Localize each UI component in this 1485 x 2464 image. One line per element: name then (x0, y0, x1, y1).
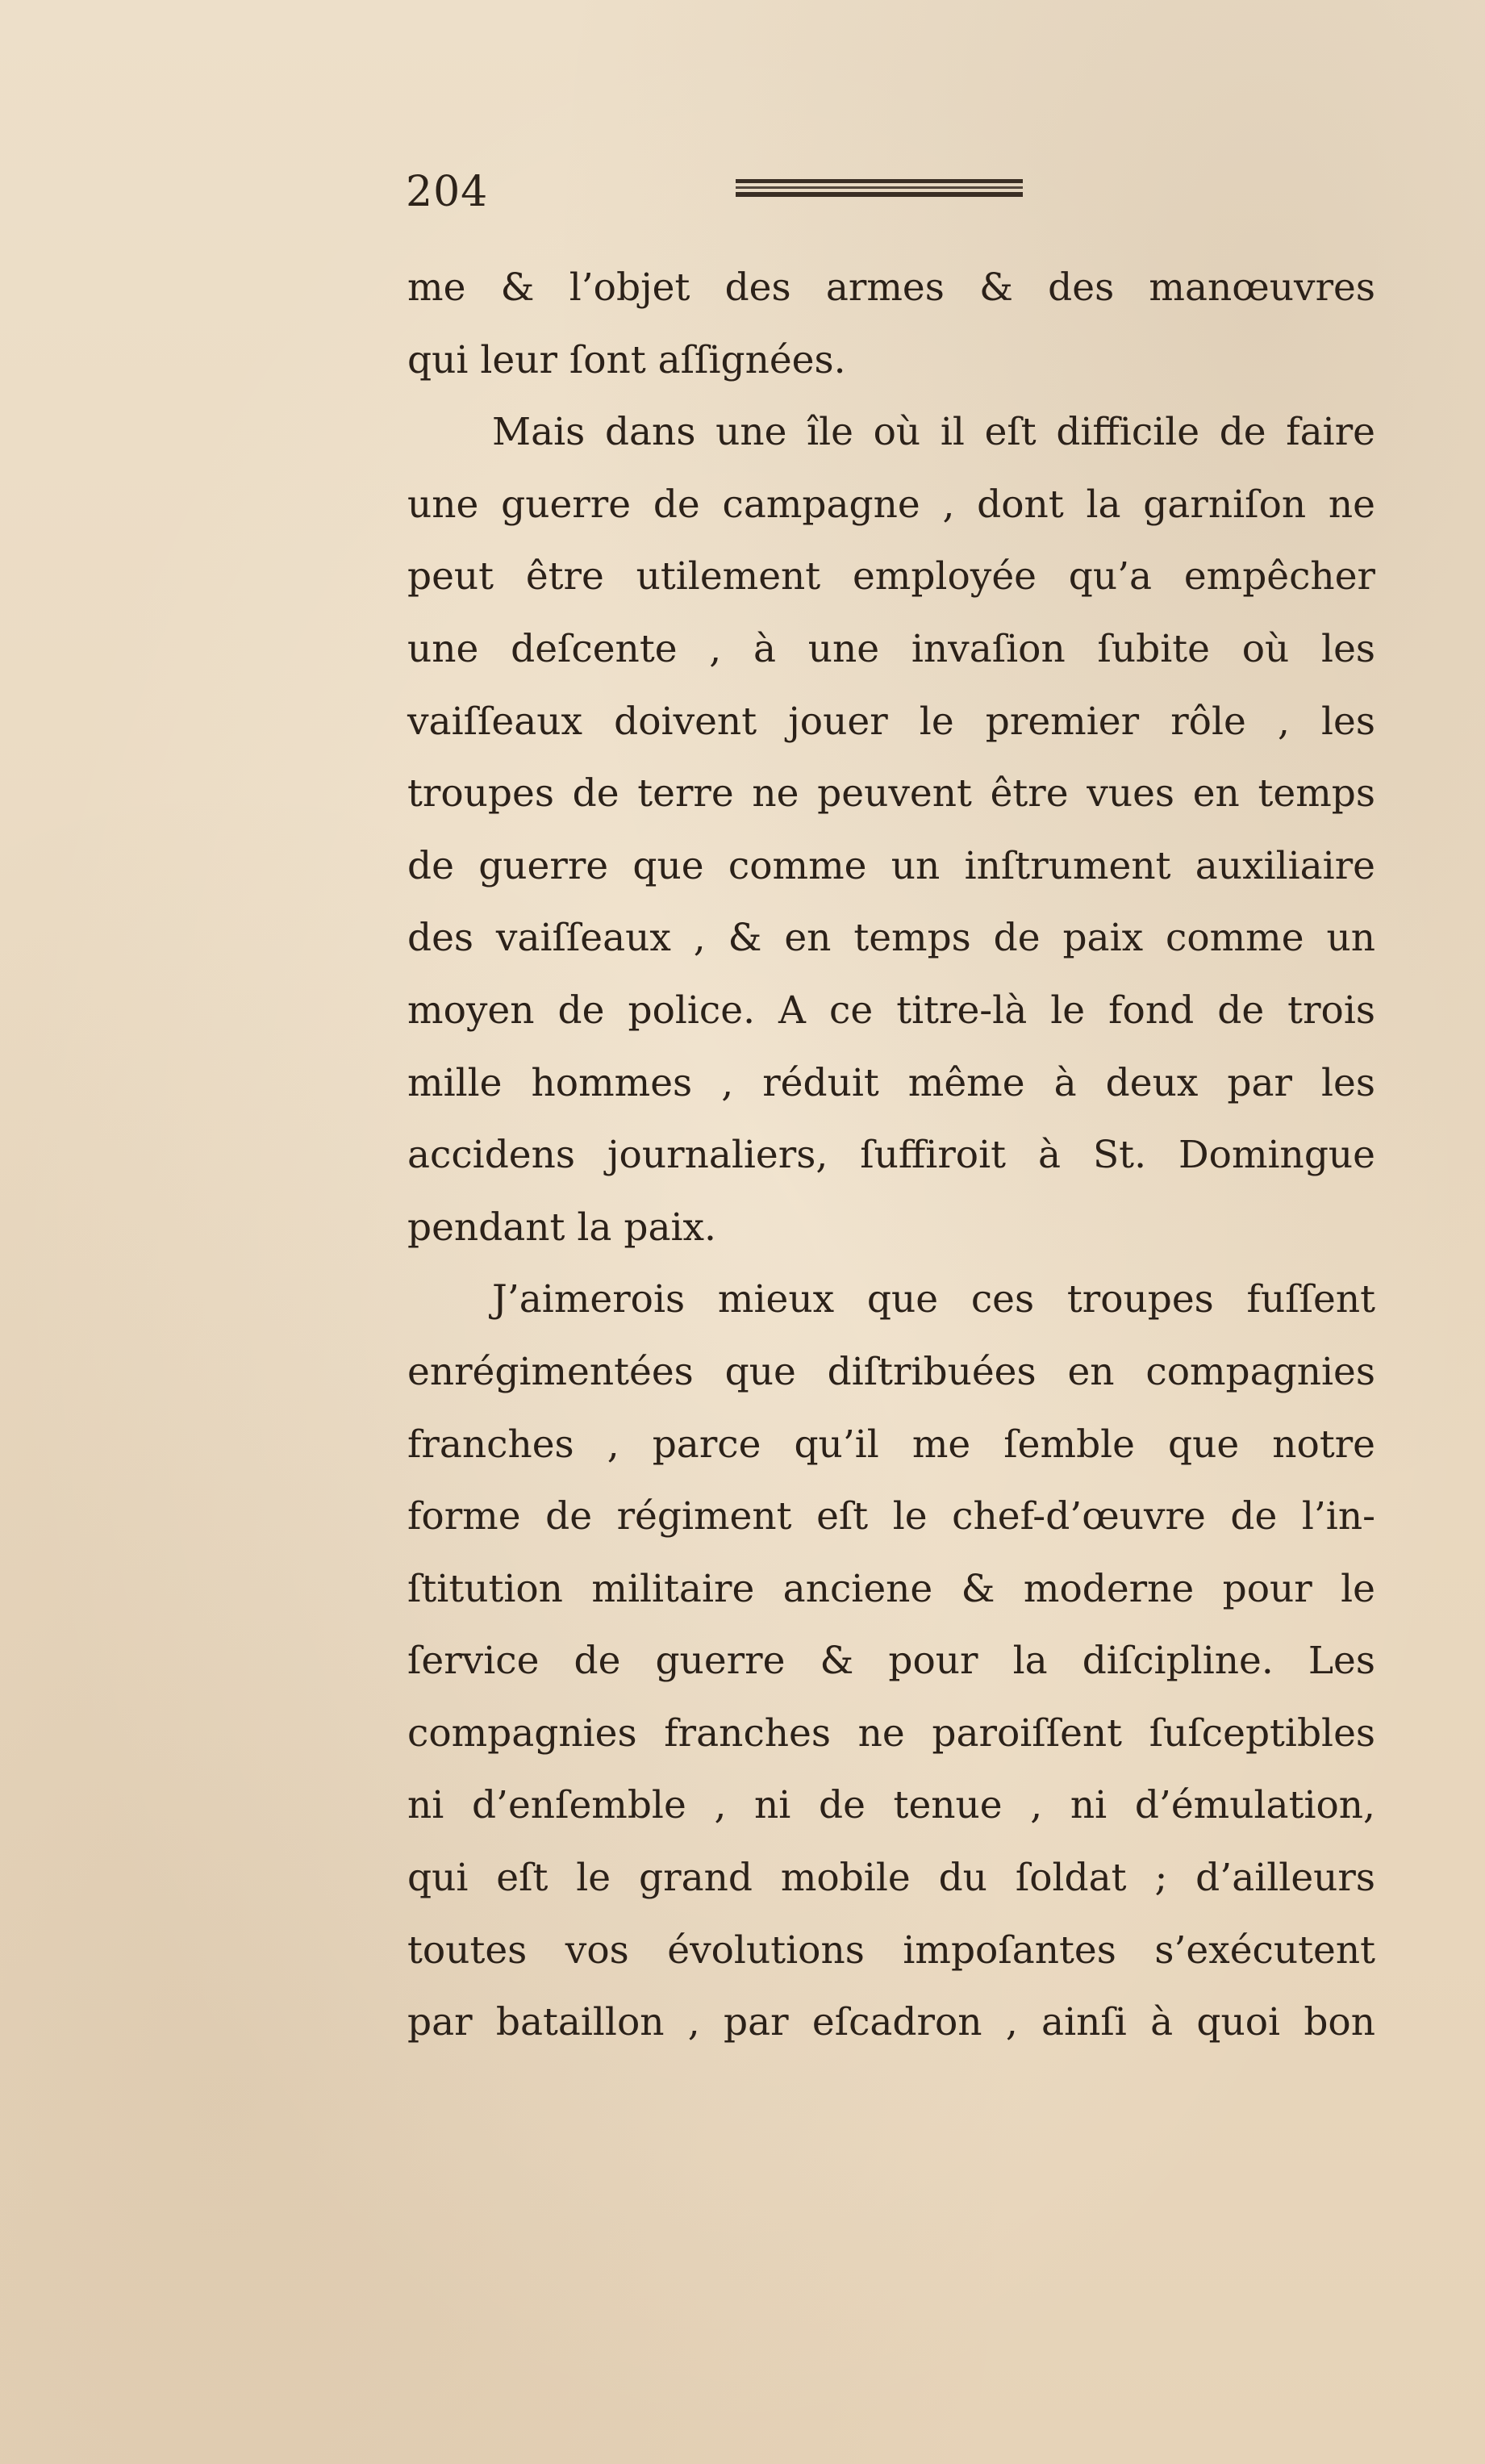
text-line: qui eſt le grand mobile du ſoldat ; d’ailleurs (407, 1856, 1375, 1901)
header-rule-bar (736, 192, 1023, 197)
body-text (407, 252, 1375, 2059)
text-line: une guerre de campagne , dont la garniſon ne (407, 482, 1375, 527)
text-line: accidens journaliers, ſuffiroit à St. Domingue (407, 1133, 1375, 1178)
text-line: moyen de police. A ce titre-là le fond de trois (407, 988, 1375, 1033)
text-line: une deſcente , à une invaſion ſubite où les (407, 626, 1375, 671)
text-line: peut être utilement employée qu’a empêcher (407, 554, 1375, 599)
text-line: des vaiſſeaux , & en temps de paix comme un (407, 916, 1375, 961)
header-rule (736, 179, 1023, 198)
text-line: enrégimentées que diſtribuées en compagnies (407, 1349, 1375, 1394)
text-line: troupes de terre ne peuvent être vues en temps (407, 771, 1375, 816)
text-line: ni d’enſemble , ni de tenue , ni d’émulation, (407, 1783, 1375, 1828)
text-line: vaiſſeaux doivent jouer le premier rôle , les (407, 699, 1375, 744)
text-line: toutes vos évolutions impoſantes s’exécutent (407, 1927, 1375, 1973)
text-line: J’aimerois mieux que ces troupes fuſſent (492, 1277, 1375, 1322)
text-line: forme de régiment eſt le chef-d’œuvre de l’in- (407, 1494, 1375, 1539)
text-line: franches , parce qu’il me ſemble que notre (407, 1422, 1375, 1467)
text-line: qui leur ſont aſſignées. (407, 337, 846, 382)
header-rule-bar (736, 179, 1023, 183)
text-line: mille hommes , réduit même à deux par les (407, 1060, 1375, 1105)
text-line: pendant la paix. (407, 1205, 716, 1250)
text-line: Mais dans une île où il eſt difficile de faire (492, 410, 1375, 455)
text-line: compagnies franches ne paroiſſent ſuſceptibles (407, 1710, 1375, 1756)
header-rule-bar (736, 186, 1023, 189)
text-line: par bataillon , par eſcadron , ainſi à quoi bon (407, 2000, 1375, 2045)
text-line: de guerre que comme un inſtrument auxiliaire (407, 843, 1375, 888)
text-line: me & l’objet des armes & des manœuvres (407, 265, 1375, 310)
page-number: 204 (406, 168, 489, 216)
text-line: ſtitution militaire anciene & moderne pour le (407, 1566, 1375, 1611)
text-line: ſervice de guerre & pour la diſcipline. Les (407, 1639, 1375, 1684)
